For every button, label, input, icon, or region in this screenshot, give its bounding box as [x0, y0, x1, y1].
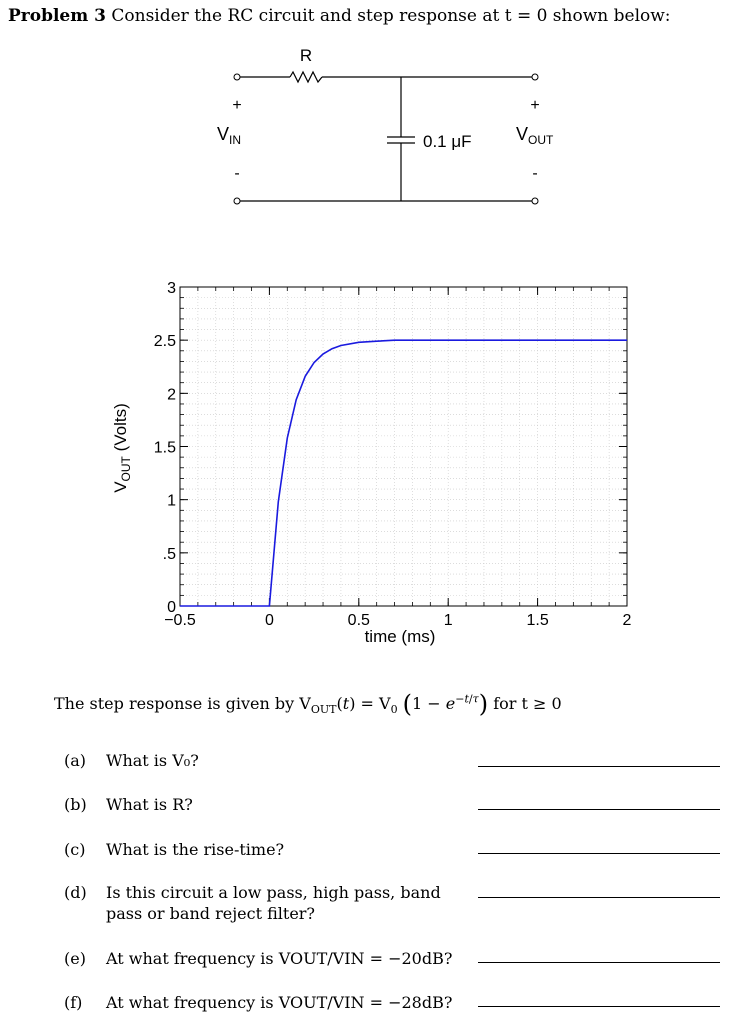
vout-minus: -	[532, 165, 538, 182]
resistor-label: R	[299, 46, 313, 65]
chart-ticks	[180, 287, 627, 606]
vin-top-terminal	[234, 74, 240, 80]
x-tick-label: 1	[443, 612, 453, 629]
capacitor-label: 0.1 μF	[423, 132, 472, 151]
answer-line-f[interactable]	[478, 1006, 720, 1007]
question-text: At what frequency is VOUT/VIN = −28dB?	[106, 993, 453, 1012]
question-label: (d)	[64, 883, 87, 902]
x-tick-label: 2	[622, 612, 632, 629]
equation-condition: for t ≥ 0	[493, 694, 562, 713]
answer-line-d[interactable]	[478, 897, 720, 898]
answer-line-c[interactable]	[478, 853, 720, 854]
question-text: What is V₀?	[106, 751, 199, 770]
equation-formula: $V_{OUT}(t) = V_0$ $(1 - e^{-t/\tau})$	[299, 690, 489, 718]
problem-prompt: Consider the RC circuit and step response at t = 0 shown below:	[111, 6, 671, 26]
question-label: (c)	[64, 840, 86, 859]
vin-plus: +	[232, 97, 242, 114]
x-axis-label: time (ms)	[364, 627, 436, 646]
vout-label: $V_{OUT}$	[516, 124, 554, 147]
y-tick-label: 1.5	[153, 439, 176, 457]
question-label: (b)	[64, 795, 87, 814]
rc-circuit-diagram	[0, 0, 745, 230]
y-tick-label: 0	[167, 599, 176, 616]
answer-line-e[interactable]	[478, 962, 720, 963]
question-label: (a)	[64, 751, 87, 770]
y-tick-label: 2.5	[153, 333, 176, 351]
vout-plus: +	[530, 97, 540, 114]
vout-series-line	[180, 340, 627, 606]
answer-line-b[interactable]	[478, 809, 720, 810]
question-text: What is R?	[106, 795, 193, 814]
question-label: (f)	[64, 993, 83, 1012]
chart-grid	[180, 287, 627, 606]
vin-label: $V_{IN}$	[217, 124, 242, 147]
y-tick-label: 3	[167, 280, 176, 297]
vout-bottom-terminal	[532, 198, 538, 204]
y-tick-label: 2	[167, 386, 176, 404]
plot-frame	[180, 287, 627, 606]
problem-label: Problem 3	[8, 6, 106, 26]
question-label: (e)	[64, 949, 86, 968]
x-tick-label: −0.5	[164, 612, 196, 629]
question-text: What is the rise-time?	[106, 840, 285, 859]
vin-minus: -	[234, 165, 240, 182]
x-tick-label: 0.5	[347, 612, 370, 629]
step-response-equation	[54, 690, 562, 718]
x-tick-label: 1.5	[526, 612, 549, 629]
answer-line-a[interactable]	[478, 766, 720, 767]
y-tick-label: 1	[167, 492, 176, 510]
y-tick-label: .5	[162, 545, 176, 563]
vout-top-terminal	[532, 74, 538, 80]
resistor-symbol	[290, 72, 322, 82]
equation-intro: The step response is given by	[54, 694, 295, 713]
vin-bottom-terminal	[234, 198, 240, 204]
y-axis-label: $V_{OUT}$ (Volts)	[111, 403, 133, 493]
question-text: Is this circuit a low pass, high pass, band pass or band reject filter?	[106, 883, 441, 923]
question-text: At what frequency is VOUT/VIN = −20dB?	[106, 949, 453, 968]
x-tick-label: 0	[264, 612, 274, 629]
